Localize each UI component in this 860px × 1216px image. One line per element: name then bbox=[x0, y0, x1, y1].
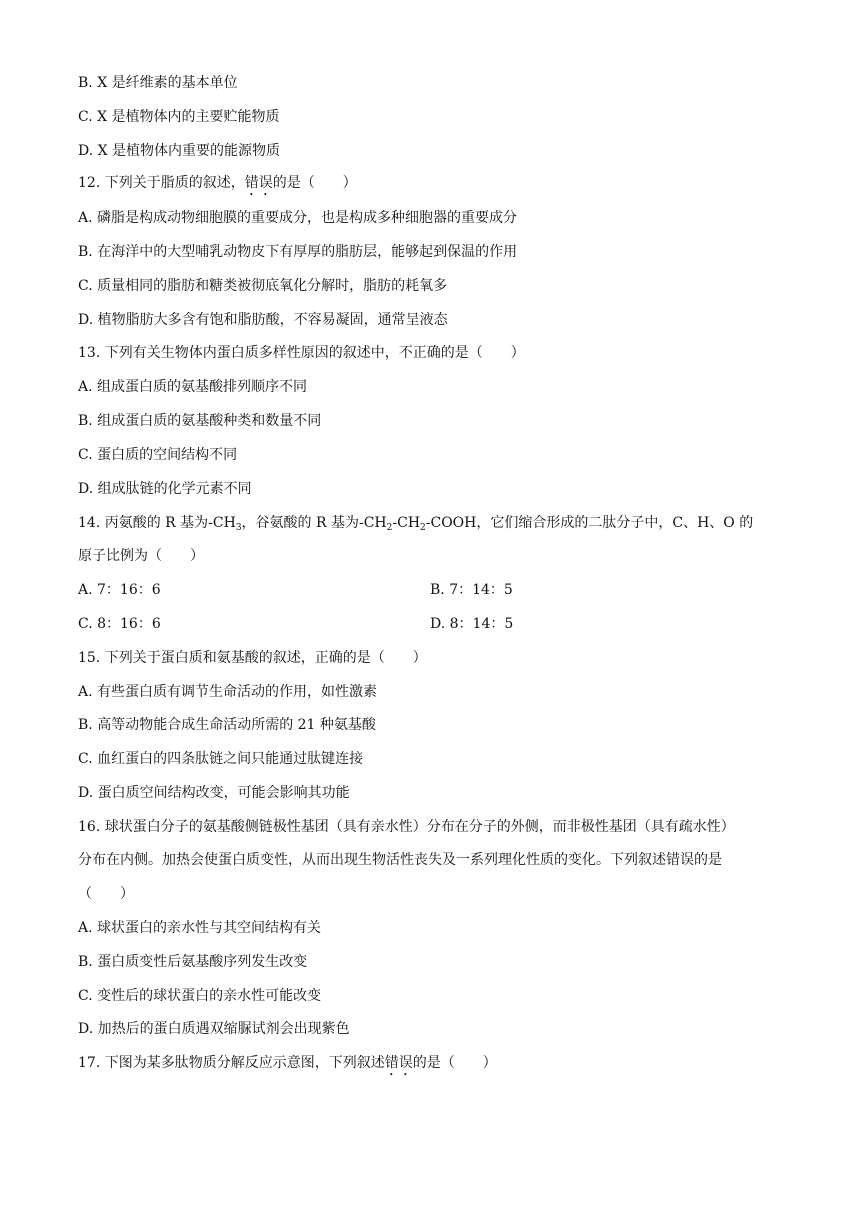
q16-option-a: A. 球状蛋白的亲水性与其空间结构有关 bbox=[78, 920, 322, 936]
q14-sub-3: 2 bbox=[420, 523, 426, 533]
q13-option-d: D. 组成肽链的化学元素不同 bbox=[78, 481, 252, 497]
q14-option-b: B. 7：14：5 bbox=[430, 582, 513, 598]
q14-text-1: 14. 丙氨酸的 R 基为-CH bbox=[78, 515, 236, 531]
q12-option-b: B. 在海洋中的大型哺乳动物皮下有厚厚的脂肪层，能够起到保温的作用 bbox=[78, 244, 518, 260]
q13-option-a: A. 组成蛋白质的氨基酸排列顺序不同 bbox=[78, 379, 308, 395]
q14-option-a: A. 7：16：6 bbox=[78, 582, 161, 598]
q17-stem-pre: 17. 下图为某多肽物质分解反应示意图，下列叙述 bbox=[78, 1055, 385, 1071]
q14-stem-line1 bbox=[78, 513, 753, 533]
q12-stem-emphasis: 错误 bbox=[244, 175, 273, 191]
q15-option-b: B. 高等动物能合成生命活动所需的 21 种氨基酸 bbox=[78, 717, 376, 733]
q14-option-d: D. 8：14：5 bbox=[430, 616, 514, 632]
q11-option-d: D. X 是植物体内重要的能源物质 bbox=[78, 143, 281, 159]
q14-text-3: -CH bbox=[392, 515, 421, 531]
q17-stem-post: 的是（ ） bbox=[412, 1055, 497, 1071]
q12-stem-pre: 12. 下列关于脂质的叙述， bbox=[78, 175, 245, 191]
q15-option-a: A. 有些蛋白质有调节生命活动的作用，如性激素 bbox=[78, 684, 378, 700]
q13-option-c: C. 蛋白质的空间结构不同 bbox=[78, 447, 238, 463]
q12-stem bbox=[78, 173, 357, 199]
q13-option-b: B. 组成蛋白质的氨基酸种类和数量不同 bbox=[78, 413, 322, 429]
q11-option-b: B. X 是纤维素的基本单位 bbox=[78, 75, 238, 91]
q16-stem-line2: 分布在内侧。加热会使蛋白质变性，从而出现生物活性丧失及一系列理化性质的变化。下列叙述错误的是 bbox=[78, 852, 722, 868]
q15-option-d: D. 蛋白质空间结构改变，可能会影响其功能 bbox=[78, 785, 350, 801]
q14-sub-1: 3 bbox=[235, 523, 242, 533]
q15-stem: 15. 下列关于蛋白质和氨基酸的叙述，正确的是（ ） bbox=[78, 650, 427, 666]
q16-option-b: B. 蛋白质变性后氨基酸序列发生改变 bbox=[78, 954, 308, 970]
q14-stem-line2: 原子比例为（ ） bbox=[78, 548, 204, 564]
q17-stem-emphasis: 错误 bbox=[384, 1055, 413, 1071]
q13-stem: 13. 下列有关生物体内蛋白质多样性原因的叙述中，不正确的是（ ） bbox=[78, 345, 525, 361]
q11-option-c: C. X 是植物体内的主要贮能物质 bbox=[78, 109, 280, 125]
q14-text-4: -COOH，它们缩合形成的二肽分子中，C、H、O 的 bbox=[425, 515, 754, 531]
q16-stem-line1: 16. 球状蛋白分子的氨基酸侧链极性基团（具有亲水性）分布在分子的外侧，而非极性基团（具有疏水性） bbox=[78, 819, 735, 835]
q16-option-c: C. 变性后的球状蛋白的亲水性可能改变 bbox=[78, 988, 322, 1004]
q16-option-d: D. 加热后的蛋白质遇双缩脲试剂会出现紫色 bbox=[78, 1021, 350, 1037]
q16-stem-line3: （ ） bbox=[78, 886, 134, 902]
q14-text-2: ，谷氨酸的 R 基为-CH bbox=[241, 515, 387, 531]
q14-sub-2: 2 bbox=[386, 523, 393, 533]
q12-option-d: D. 植物脂肪大多含有饱和脂肪酸，不容易凝固，通常呈液态 bbox=[78, 312, 448, 328]
q17-stem bbox=[78, 1053, 497, 1079]
q12-stem-post: 的是（ ） bbox=[272, 175, 357, 191]
q12-option-c: C. 质量相同的脂肪和糖类被彻底氧化分解时，脂肪的耗氧多 bbox=[78, 278, 448, 294]
q15-option-c: C. 血红蛋白的四条肽链之间只能通过肽键连接 bbox=[78, 751, 364, 767]
q12-option-a: A. 磷脂是构成动物细胞膜的重要成分，也是构成多种细胞器的重要成分 bbox=[78, 210, 518, 226]
q14-option-c: C. 8：16：6 bbox=[78, 616, 161, 632]
